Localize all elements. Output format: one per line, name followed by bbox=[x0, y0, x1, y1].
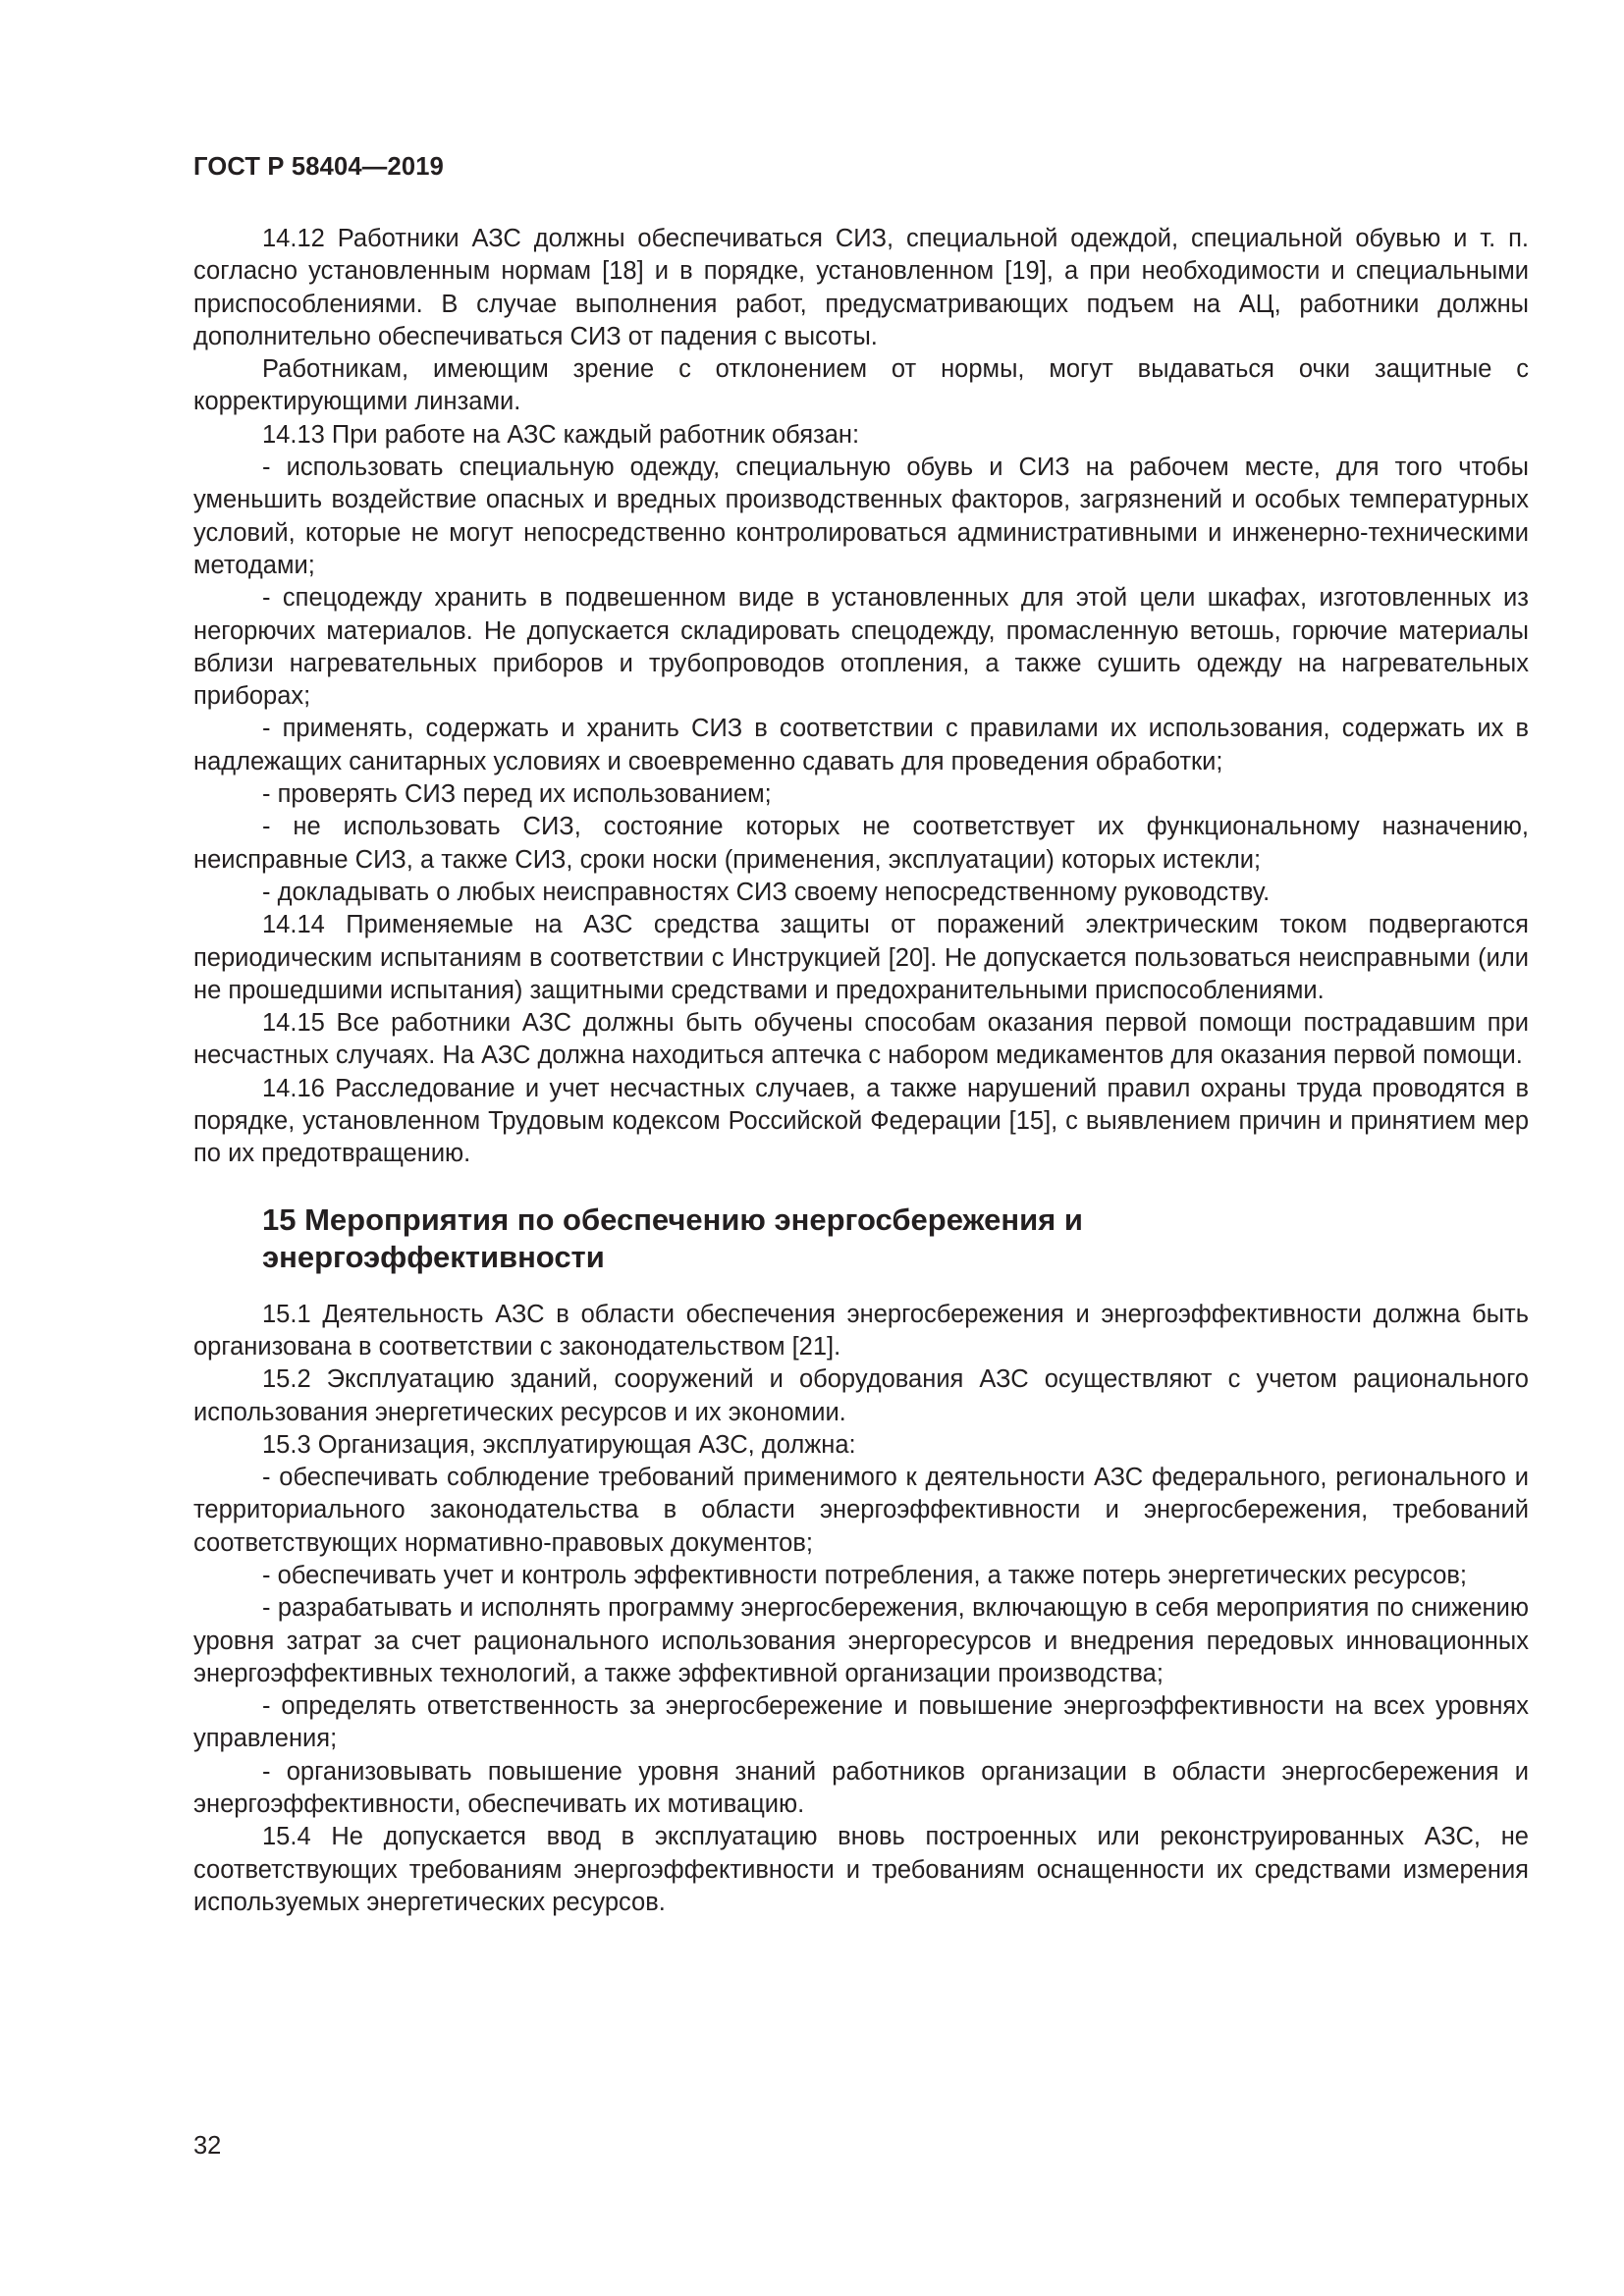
list-item: - применять, содержать и хранить СИЗ в соответствии с правилами их использования, содержать их в надлежащих санитарных условиях и своевременно сдавать для проведения обработки; bbox=[193, 715, 1529, 775]
list-item: - разрабатывать и исполнять программу энергосбережения, включающую в себя мероприятия по снижению уровня затрат за счет рационального использования энергоресурсов и внедрения передовых инновационных энергоэффективных технологий, а также эффективной организации производства; bbox=[193, 1594, 1529, 1687]
paragraph-14-14: 14.14 Применяемые на АЗС средства защиты от поражений электрическим током подвергаются периодическим испытаниям в соответствии с Инструкцией [20]. Не допускается пользоваться неисправными (или не прошедшими испытания) защитными средствами и предохранительными приспособлениями. bbox=[193, 911, 1529, 1004]
section-15-title-line1: 15 Мероприятия по обеспечению энергосбережения и bbox=[262, 1201, 1083, 1237]
paragraph-15-1: 15.1 Деятельность АЗС в области обеспечения энергосбережения и энергоэффективности должна быть организована в соответствии с законодательством [21]. bbox=[193, 1300, 1529, 1361]
paragraph-14-15: 14.15 Все работники АЗС должны быть обучены способам оказания первой помощи пострадавшим при несчастных случаях. На АЗС должна находиться аптечка с набором медикаментов для оказания первой помощи. bbox=[193, 1009, 1529, 1070]
list-item: - определять ответственность за энергосбережение и повышение энергоэффективности на всех уровнях управления; bbox=[193, 1692, 1529, 1753]
list-item: - обеспечивать соблюдение требований применимого к деятельности АЗС федерального, регионального и территориального законодательства в области энергоэффективности и энергосбережения, требований соответствующих нормативно-правовых документов; bbox=[193, 1464, 1529, 1557]
list-item: - организовывать повышение уровня знаний работников организации в области энергосбережения и энергоэффективности, обеспечивать их мотивацию. bbox=[193, 1757, 1529, 1819]
list-item: - спецодежду хранить в подвешенном виде в установленных для этой цели шкафах, изготовленных из негорючих материалов. Не допускается складировать спецодежду, промасленную ветошь, горючие материалы вблизи нагревательных приборов и трубопроводов отопления, а также сушить одежду на нагревательных приборах; bbox=[193, 584, 1529, 711]
paragraph-15-3: 15.3 Организация, эксплуатирующая АЗС, должна: bbox=[262, 1430, 856, 1459]
paragraph-14-12: 14.12 Работники АЗС должны обеспечиваться СИЗ, специальной одеждой, специальной обувью и т. п. согласно установленным нормам [18] и в порядке, установленном [19], а при необходимости и специальными приспособлениями. В случае выполнения работ, предусматривающих подъем на АЦ, работники должны дополнительно обеспечиваться СИЗ от падения с высоты. bbox=[193, 225, 1529, 350]
list-item: - использовать специальную одежду, специальную обувь и СИЗ на рабочем месте, для того чтобы уменьшить воздействие опасных и вредных производственных факторов, загрязнений и особых температурных условий, которые не могут непосредственно контролироваться административными и инженерно-техническими методами; bbox=[193, 454, 1529, 579]
paragraph-15-4: 15.4 Не допускается ввод в эксплуатацию вновь построенных или реконструированных АЗС, не соответствующих требованиям энергоэффективности и требованиям оснащенности их средствами измерения используемых энергетических ресурсов. bbox=[193, 1823, 1529, 1916]
paragraph-14-13: 14.13 При работе на АЗС каждый работник обязан: bbox=[262, 420, 860, 449]
list-item: - докладывать о любых неисправностях СИЗ своему непосредственному руководству. bbox=[262, 878, 1271, 906]
document-code-header: ГОСТ Р 58404—2019 bbox=[193, 153, 445, 181]
list-item: - обеспечивать учет и контроль эффективности потребления, а также потерь энергетических ресурсов; bbox=[262, 1561, 1468, 1589]
list-item: - не использовать СИЗ, состояние которых не соответствует их функциональному назначению, неисправные СИЗ, а также СИЗ, сроки носки (применения, эксплуатации) которых истекли; bbox=[193, 813, 1529, 874]
paragraph-14-12-lenses: Работникам, имеющим зрение с отклонением от нормы, могут выдаваться очки защитные с корректирующими линзами. bbox=[193, 355, 1529, 416]
list-item: - проверять СИЗ перед их использованием; bbox=[262, 780, 772, 809]
document-body bbox=[193, 223, 1529, 1919]
section-15-heading bbox=[262, 1201, 1529, 1276]
paragraph-14-16: 14.16 Расследование и учет несчастных случаев, а также нарушений правил охраны труда проводятся в порядке, установленном Трудовым кодексом Российской Федерации [15], с выявлением причин и принятием мер по их предотвращению. bbox=[193, 1074, 1529, 1168]
section-15-title-line2: энергоэффективности bbox=[262, 1239, 605, 1274]
paragraph-15-2: 15.2 Эксплуатацию зданий, сооружений и оборудования АЗС осуществляют с учетом рационального использования энергетических ресурсов и их экономии. bbox=[193, 1365, 1529, 1426]
page-number: 32 bbox=[193, 2132, 222, 2160]
